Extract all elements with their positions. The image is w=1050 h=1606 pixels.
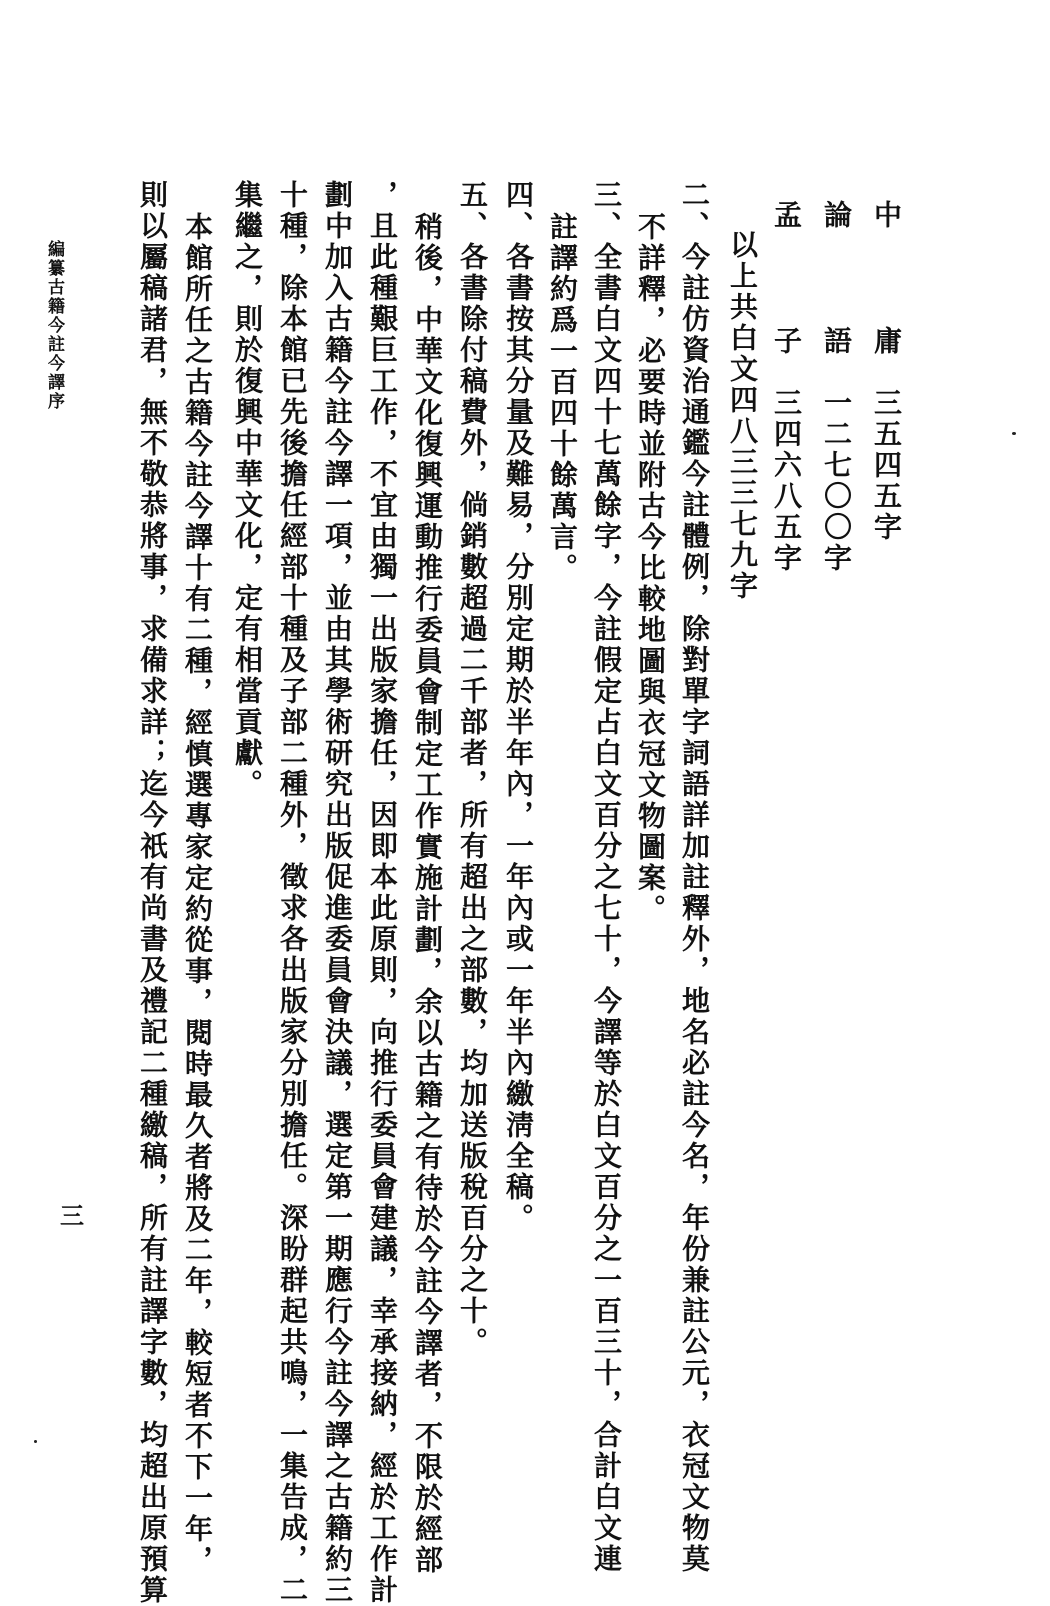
book-name-lunyu: 論 語 [820,200,853,368]
item-two-cont: 不詳釋，必要時並附古今比較地圖與衣冠文物圖案。 [634,212,667,925]
scan-speck [34,1440,37,1443]
paragraph-later-5: 集繼之，則於復興中華文化，定有相當貢獻。 [231,180,264,800]
paragraph-later-4: 十種，除本館已先後擔任經部十種及子部二種外，徵求各出版家分別擔任。深盼群起共鳴，一集告成，二 [276,180,309,1606]
book-name-mengzi: 孟 子 [770,200,803,368]
item-three-cont: 註譯約爲一百四十餘萬言。 [546,212,579,584]
page-number: 三 [60,1201,84,1230]
item-five: 五、各書除付稿費外，倘銷數超過二千部者，所有超出之部數，均加送版稅百分之十。 [456,180,489,1358]
running-head: 編纂古籍今註今譯序 [44,240,64,411]
total-line: 以上共白文四八三三七九字 [726,230,759,602]
paragraph-library-1: 本館所任之古籍今註今譯十有二種，經慎選專家定約從事，閱時最久者將及二年，較短者不下一年， [181,212,214,1576]
paragraph-later-2: ，且此種艱巨工作，不宜由獨一出版家擔任，因即本此原則，向推行委員會建議，幸承接納，經於工作計 [366,180,399,1606]
item-two: 二、今註仿資治通鑑今註體例，除對單字詞語詳加註釋外，地名必註今名，年份兼註公元，衣冠文物莫 [678,180,711,1575]
book-name-zhongyong: 中 庸 [870,200,903,368]
paragraph-later-3: 劃中加入古籍今註今譯一項，並由其學術研究出版促進委員會決議，選定第一期應行今註今譯之古籍約三 [321,180,354,1606]
item-four: 四、各書按其分量及難易，分別定期於半年內，一年內或一年半內繳淸全稿。 [502,180,535,1234]
scan-speck [1012,432,1016,435]
paragraph-later-1: 稍後，中華文化復興運動推行委員會制定工作實施計劃，余以古籍之有待於今註今譯者，不限於經部 [411,212,444,1576]
paragraph-library-2: 則以屬稿諸君，無不敬恭將事，求備求詳；迄今祇有尚書及禮記二種繳稿，所有註譯字數，均超出原預算 [136,180,169,1606]
book-count-mengzi: 三四六八五字 [770,388,803,574]
book-count-zhongyong: 三五四五字 [870,388,903,543]
book-count-lunyu: 一二七〇〇字 [820,388,853,574]
item-three: 三、全書白文四十七萬餘字，今註假定占白文百分之七十，今譯等於白文百分之一百三十，合計白文連 [590,180,623,1575]
